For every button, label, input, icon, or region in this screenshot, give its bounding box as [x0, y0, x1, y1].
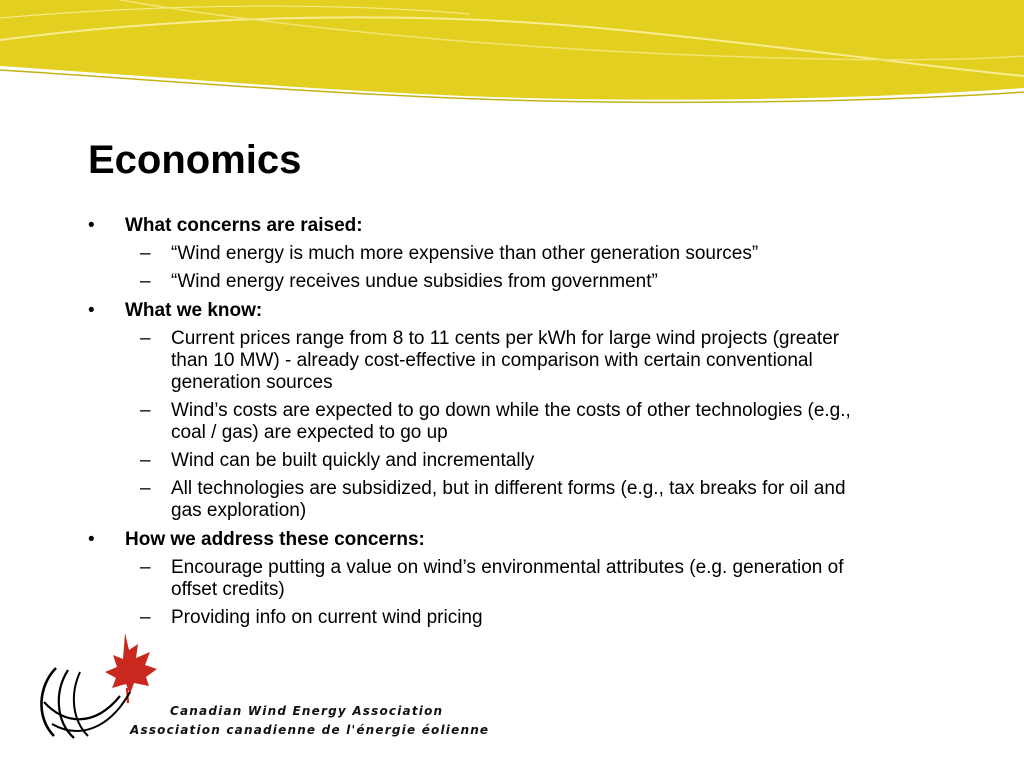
sub-bullet-text: All technologies are subsidized, but in different forms (e.g., tax breaks for oil and gas exploration) [171, 478, 846, 521]
yellow-header-banner [0, 0, 1024, 110]
bullet-mark: • [88, 529, 95, 550]
sub-bullet-text: Wind’s costs are expected to go down while the costs of other technologies (e.g., coal / gas) are expected to go up [171, 400, 851, 443]
dash-mark: – [140, 243, 151, 264]
section-heading: What concerns are raised: [125, 215, 363, 236]
sub-bullet-text: Encourage putting a value on wind’s environmental attributes (e.g. generation of offset credits) [171, 557, 844, 600]
slide-title: Economics [88, 138, 302, 182]
bullet-section [88, 528, 948, 551]
sub-bullet [88, 557, 861, 601]
dash-mark: – [140, 557, 151, 578]
sub-bullet-text: Providing info on current wind pricing [171, 607, 483, 628]
section-heading: How we address these concerns: [125, 529, 425, 550]
sub-bullet-list [88, 557, 948, 629]
dash-mark: – [140, 271, 151, 292]
sub-bullet [88, 328, 861, 394]
sub-bullet [88, 450, 861, 472]
sub-bullet [88, 243, 861, 265]
sub-bullet-text: Wind can be built quickly and incrementally [171, 450, 535, 471]
bullet-list [88, 214, 948, 635]
bullet-mark: • [88, 300, 95, 321]
sub-bullet [88, 400, 861, 444]
org-name-english: Canadian Wind Energy Association [170, 704, 444, 718]
dash-mark: – [140, 328, 151, 349]
section-heading: What we know: [125, 300, 263, 321]
org-name-french: Association canadienne de l'énergie éolienne [130, 723, 490, 737]
dash-mark: – [140, 400, 151, 421]
dash-mark: – [140, 607, 151, 628]
sub-bullet-text: Current prices range from 8 to 11 cents per kWh for large wind projects (greater than 10 MW) - already cost-effective in comparison with certain conventional generation sources [171, 328, 840, 393]
sub-bullet [88, 478, 861, 522]
bullet-section [88, 214, 948, 237]
bullet-section [88, 299, 948, 322]
dash-mark: – [140, 450, 151, 471]
dash-mark: – [140, 478, 151, 499]
sub-bullet [88, 607, 861, 629]
sub-bullet [88, 271, 861, 293]
sub-bullet-text: “Wind energy receives undue subsidies from government” [171, 271, 658, 292]
sub-bullet-text: “Wind energy is much more expensive than other generation sources” [171, 243, 759, 264]
sub-bullet-list [88, 243, 948, 293]
sub-bullet-list [88, 328, 948, 522]
bullet-mark: • [88, 215, 95, 236]
